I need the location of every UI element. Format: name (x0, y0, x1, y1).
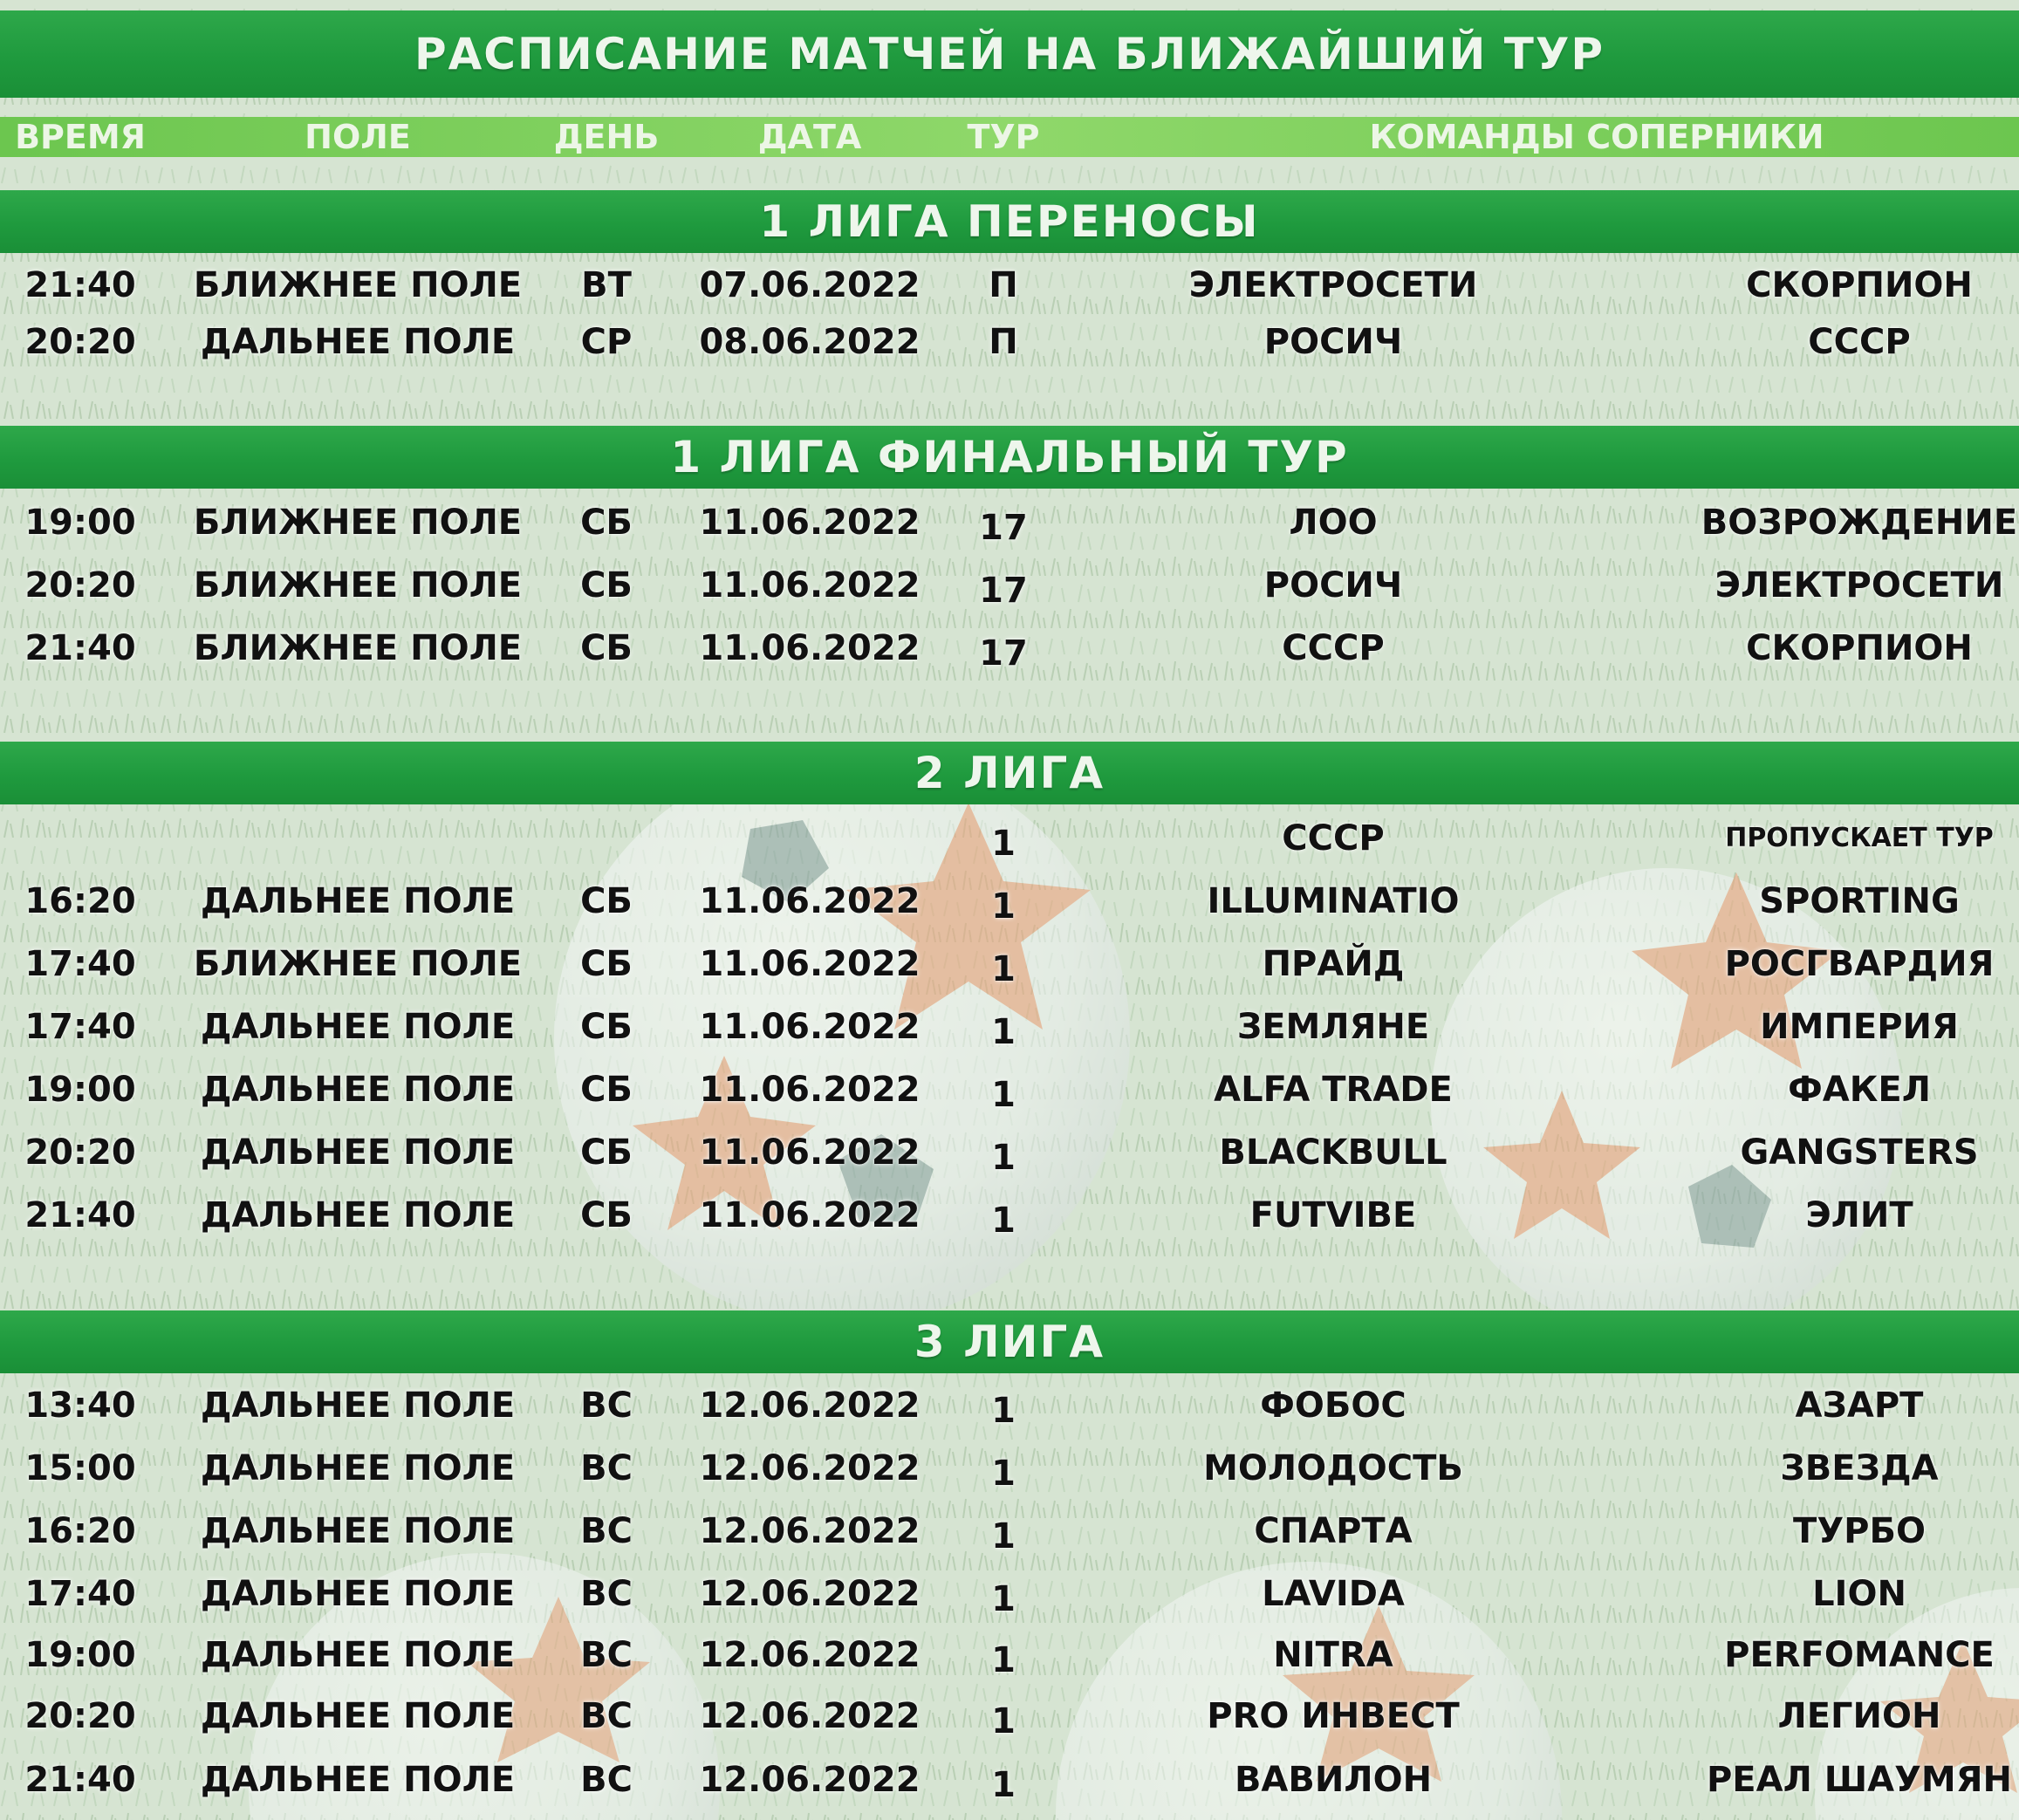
header-field: ПОЛЕ (305, 118, 411, 156)
match-team-away: SPORTING (1759, 881, 1960, 921)
match-date: 12.06.2022 (699, 1696, 921, 1736)
match-team-away: GANGSTERS (1740, 1132, 1979, 1173)
table-row (0, 259, 2019, 311)
match-tour: 17 (979, 508, 1028, 548)
table-row (0, 496, 2019, 549)
table-row (0, 622, 2019, 674)
match-field: ДАЛЬНЕЕ ПОЛЕ (200, 1007, 516, 1047)
match-field: БЛИЖНЕЕ ПОЛЕ (193, 565, 523, 606)
match-field: БЛИЖНЕЕ ПОЛЕ (193, 265, 523, 305)
table-row (0, 1126, 2019, 1179)
table-row (0, 1442, 2019, 1495)
match-field: ДАЛЬНЕЕ ПОЛЕ (200, 1760, 516, 1800)
match-date: 12.06.2022 (699, 1448, 921, 1488)
match-team-home: ВАВИЛОН (1234, 1760, 1433, 1800)
match-day: ВС (580, 1448, 633, 1488)
table-row (0, 1754, 2019, 1806)
match-day: ВТ (581, 265, 632, 305)
match-time: 19:00 (24, 1635, 136, 1675)
table-row (0, 875, 2019, 927)
match-tour: 1 (991, 1012, 1016, 1052)
match-date: 12.06.2022 (699, 1574, 921, 1614)
match-field: ДАЛЬНЕЕ ПОЛЕ (200, 322, 516, 362)
match-team-away: ТУРБО (1793, 1511, 1926, 1551)
match-time: 17:40 (24, 944, 136, 984)
match-tour: 1 (991, 1454, 1016, 1494)
match-field: БЛИЖНЕЕ ПОЛЕ (193, 944, 523, 984)
table-row (0, 1064, 2019, 1116)
match-team-home: РОСИЧ (1263, 565, 1403, 606)
match-date: 08.06.2022 (699, 322, 921, 362)
match-team-home: РОСИЧ (1263, 322, 1403, 362)
match-day: ВС (580, 1696, 633, 1736)
match-tour: 1 (991, 1516, 1016, 1557)
match-tour: 17 (979, 571, 1028, 611)
match-time: 20:20 (24, 1132, 136, 1173)
match-time: 17:40 (24, 1007, 136, 1047)
match-team-home: LAVIDA (1262, 1574, 1405, 1614)
match-team-away: РОСГВАРДИЯ (1724, 944, 1995, 984)
match-team-away: ЭЛЕКТРОСЕТИ (1714, 565, 2004, 606)
match-time: 16:20 (24, 1511, 136, 1551)
match-date: 11.06.2022 (699, 1132, 921, 1173)
match-field: ДАЛЬНЕЕ ПОЛЕ (200, 1195, 516, 1235)
match-day: ВС (580, 1574, 633, 1614)
table-row (0, 1001, 2019, 1053)
match-team-away: АЗАРТ (1795, 1386, 1924, 1426)
header-teams: КОМАНДЫ СОПЕРНИКИ (1369, 118, 1824, 156)
match-time: 19:00 (24, 503, 136, 543)
match-team-away: PERFOMANCE (1724, 1635, 1995, 1675)
match-tour: П (989, 265, 1018, 305)
match-day: СБ (580, 628, 633, 668)
match-day: СБ (580, 1195, 633, 1235)
match-team-home: ЗЕМЛЯНЕ (1236, 1007, 1430, 1047)
match-date: 07.06.2022 (699, 265, 921, 305)
match-date: 11.06.2022 (699, 565, 921, 606)
match-field: ДАЛЬНЕЕ ПОЛЕ (200, 1132, 516, 1173)
table-row (0, 1690, 2019, 1742)
section-title-league1-postponed: 1 ЛИГА ПЕРЕНОСЫ (0, 190, 2019, 253)
match-tour: 1 (991, 1391, 1016, 1431)
match-date: 12.06.2022 (699, 1635, 921, 1675)
match-day: СБ (580, 1070, 633, 1110)
match-team-home: ПРАЙД (1262, 944, 1405, 984)
table-row (0, 938, 2019, 990)
section-title-league1-final: 1 ЛИГА ФИНАЛЬНЫЙ ТУР (0, 426, 2019, 489)
match-tour: 1 (991, 886, 1016, 927)
table-row (0, 1189, 2019, 1242)
match-tour: 1 (991, 1765, 1016, 1805)
match-time: 16:20 (24, 881, 136, 921)
table-row (0, 1505, 2019, 1557)
match-field: БЛИЖНЕЕ ПОЛЕ (193, 503, 523, 543)
match-day: СБ (580, 944, 633, 984)
table-header (0, 117, 2019, 157)
match-time: 20:20 (24, 322, 136, 362)
match-date: 12.06.2022 (699, 1760, 921, 1800)
match-field: ДАЛЬНЕЕ ПОЛЕ (200, 881, 516, 921)
section-title-league3: 3 ЛИГА (0, 1310, 2019, 1373)
match-team-home: СПАРТА (1254, 1511, 1413, 1551)
match-team-home: BLACKBULL (1219, 1132, 1448, 1173)
table-row (0, 812, 2019, 865)
match-field: ДАЛЬНЕЕ ПОЛЕ (200, 1574, 516, 1614)
match-tour: П (989, 322, 1018, 362)
match-time: 15:00 (24, 1448, 136, 1488)
match-tour: 17 (979, 633, 1028, 674)
match-day: СБ (580, 881, 633, 921)
match-day: СБ (580, 1132, 633, 1173)
match-team-away: РЕАЛ ШАУМЯН (1706, 1760, 2013, 1800)
match-team-home: СССР (1282, 818, 1385, 859)
match-field: БЛИЖНЕЕ ПОЛЕ (193, 628, 523, 668)
match-team-home: ЭЛЕКТРОСЕТИ (1188, 265, 1478, 305)
match-time: 21:40 (24, 265, 136, 305)
match-date: 12.06.2022 (699, 1386, 921, 1426)
match-day: СБ (580, 503, 633, 543)
match-time: 20:20 (24, 565, 136, 606)
match-tour: 1 (991, 1201, 1016, 1241)
match-team-home: ФОБОС (1260, 1386, 1406, 1426)
section-title-league2: 2 ЛИГА (0, 742, 2019, 804)
match-tour: 1 (991, 1138, 1016, 1178)
match-date: 11.06.2022 (699, 881, 921, 921)
match-team-away: ФАКЕЛ (1788, 1070, 1931, 1110)
match-field: ДАЛЬНЕЕ ПОЛЕ (200, 1511, 516, 1551)
match-tour: 1 (991, 949, 1016, 989)
table-row (0, 559, 2019, 612)
match-team-away: СССР (1808, 322, 1911, 362)
match-tour: 1 (991, 1640, 1016, 1680)
header-day: ДЕНЬ (553, 118, 660, 156)
match-tour: 1 (991, 1075, 1016, 1115)
match-time: 13:40 (24, 1386, 136, 1426)
match-team-away: ПРОПУСКАЕТ ТУР (1725, 823, 1994, 853)
match-team-away: ВОЗРОЖДЕНИЕ (1701, 503, 2018, 543)
match-field: ДАЛЬНЕЕ ПОЛЕ (200, 1696, 516, 1736)
header-time: ВРЕМЯ (15, 118, 146, 156)
match-tour: 1 (991, 1579, 1016, 1619)
match-time: 21:40 (24, 1760, 136, 1800)
match-day: ВС (580, 1760, 633, 1800)
match-date: 11.06.2022 (699, 628, 921, 668)
match-day: ВС (580, 1635, 633, 1675)
match-team-away: ЗВЕЗДА (1780, 1448, 1939, 1488)
match-team-away: СКОРПИОН (1746, 265, 1973, 305)
match-field: ДАЛЬНЕЕ ПОЛЕ (200, 1448, 516, 1488)
table-row (0, 1379, 2019, 1432)
match-team-home: ILLUMINATIO (1207, 881, 1460, 921)
match-day: ВС (580, 1511, 633, 1551)
match-day: СР (580, 322, 633, 362)
match-team-home: ALFA TRADE (1214, 1070, 1453, 1110)
match-time: 21:40 (24, 1195, 136, 1235)
match-team-home: FUTVIBE (1249, 1195, 1417, 1235)
match-field: ДАЛЬНЕЕ ПОЛЕ (200, 1635, 516, 1675)
match-field: ДАЛЬНЕЕ ПОЛЕ (200, 1386, 516, 1426)
match-team-away: ЭЛИТ (1805, 1195, 1913, 1235)
header-date: ДАТА (757, 118, 862, 156)
match-team-away: СКОРПИОН (1746, 628, 1973, 668)
header-tour: ТУР (967, 118, 1040, 156)
match-day: СБ (580, 565, 633, 606)
match-team-away: ИМПЕРИЯ (1760, 1007, 1959, 1047)
match-date: 11.06.2022 (699, 1195, 921, 1235)
match-date: 11.06.2022 (699, 944, 921, 984)
match-team-home: СССР (1282, 628, 1385, 668)
match-field: ДАЛЬНЕЕ ПОЛЕ (200, 1070, 516, 1110)
match-time: 20:20 (24, 1696, 136, 1736)
match-team-away: ЛЕГИОН (1777, 1696, 1941, 1736)
match-time: 21:40 (24, 628, 136, 668)
match-team-home: МОЛОДОСТЬ (1203, 1448, 1463, 1488)
match-tour: 1 (991, 1701, 1016, 1741)
match-date: 11.06.2022 (699, 1070, 921, 1110)
match-team-home: ЛОО (1289, 503, 1378, 543)
match-date: 11.06.2022 (699, 1007, 921, 1047)
match-team-away: LION (1812, 1574, 1906, 1614)
match-day: ВС (580, 1386, 633, 1426)
match-team-home: PRO ИНВЕСТ (1207, 1696, 1460, 1736)
match-date: 11.06.2022 (699, 503, 921, 543)
match-tour: 1 (991, 824, 1016, 864)
match-team-home: NITRA (1273, 1635, 1393, 1675)
match-time: 19:00 (24, 1070, 136, 1110)
match-time: 17:40 (24, 1574, 136, 1614)
match-day: СБ (580, 1007, 633, 1047)
match-date: 12.06.2022 (699, 1511, 921, 1551)
table-row (0, 316, 2019, 368)
page-title: РАСПИСАНИЕ МАТЧЕЙ НА БЛИЖАЙШИЙ ТУР (0, 10, 2019, 98)
table-row (0, 1568, 2019, 1620)
table-row (0, 1629, 2019, 1681)
